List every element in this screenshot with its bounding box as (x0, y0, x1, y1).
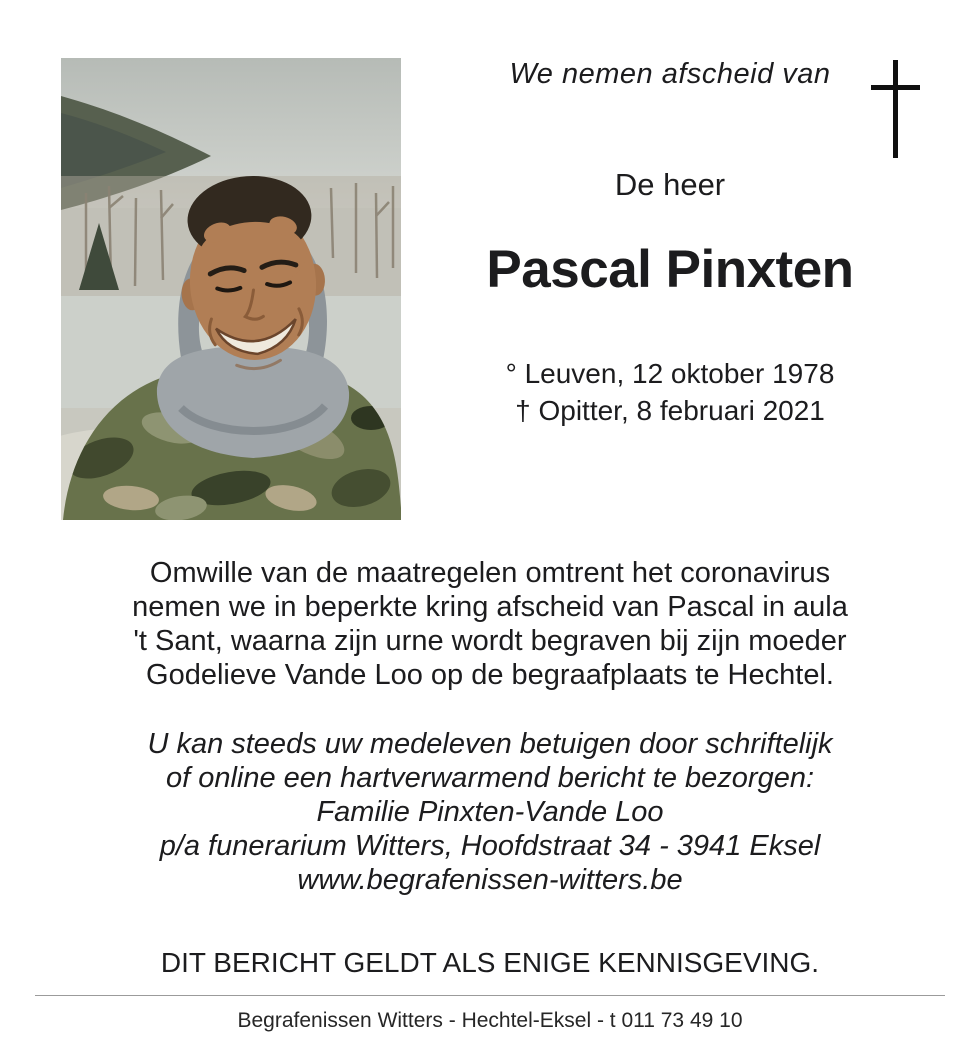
family-name-line: Familie Pinxten-Vande Loo (316, 796, 664, 828)
birth-line: ° Leuven, 12 oktober 1978 (505, 358, 835, 389)
condolence-block (40, 727, 940, 897)
life-dates (400, 355, 940, 429)
salutation: De heer (614, 167, 726, 202)
intro-line: We nemen afscheid van (509, 58, 831, 90)
announcement-paragraph (40, 556, 940, 692)
cross-vertical-bar (893, 60, 898, 158)
condolence-line: of online een hartverwarmend bericht te bezorgen: (165, 762, 815, 794)
portrait-illustration (61, 58, 401, 520)
funeral-home-footer: Begrafenissen Witters - Hechtel-Eksel - t 011 73 49 10 (237, 1009, 743, 1032)
announcement-header (400, 58, 940, 429)
deceased-name: Pascal Pinxten (486, 240, 854, 299)
cross-icon (869, 58, 921, 160)
footer-divider (35, 995, 945, 996)
paragraph-line: Omwille van de maatregelen omtrent het coronavirus (149, 557, 831, 589)
paragraph-line: 't Sant, waarna zijn urne wordt begraven bij zijn moeder (133, 625, 847, 657)
funerarium-address-line: p/a funerarium Witters, Hoofdstraat 34 - 3941 Eksel (159, 830, 821, 862)
portrait-photo (61, 58, 401, 520)
website-line: www.begrafenissen-witters.be (297, 864, 683, 896)
paragraph-line: Godelieve Vande Loo op de begraafplaats te Hechtel. (146, 659, 834, 691)
condolence-line: U kan steeds uw medeleven betuigen door schriftelijk (147, 728, 833, 760)
cross-horizontal-bar (871, 85, 920, 90)
death-line: † Opitter, 8 februari 2021 (515, 395, 825, 426)
notice-line: DIT BERICHT GELDT ALS ENIGE KENNISGEVING. (160, 947, 820, 978)
paragraph-line: nemen we in beperkte kring afscheid van Pascal in aula (132, 591, 848, 623)
